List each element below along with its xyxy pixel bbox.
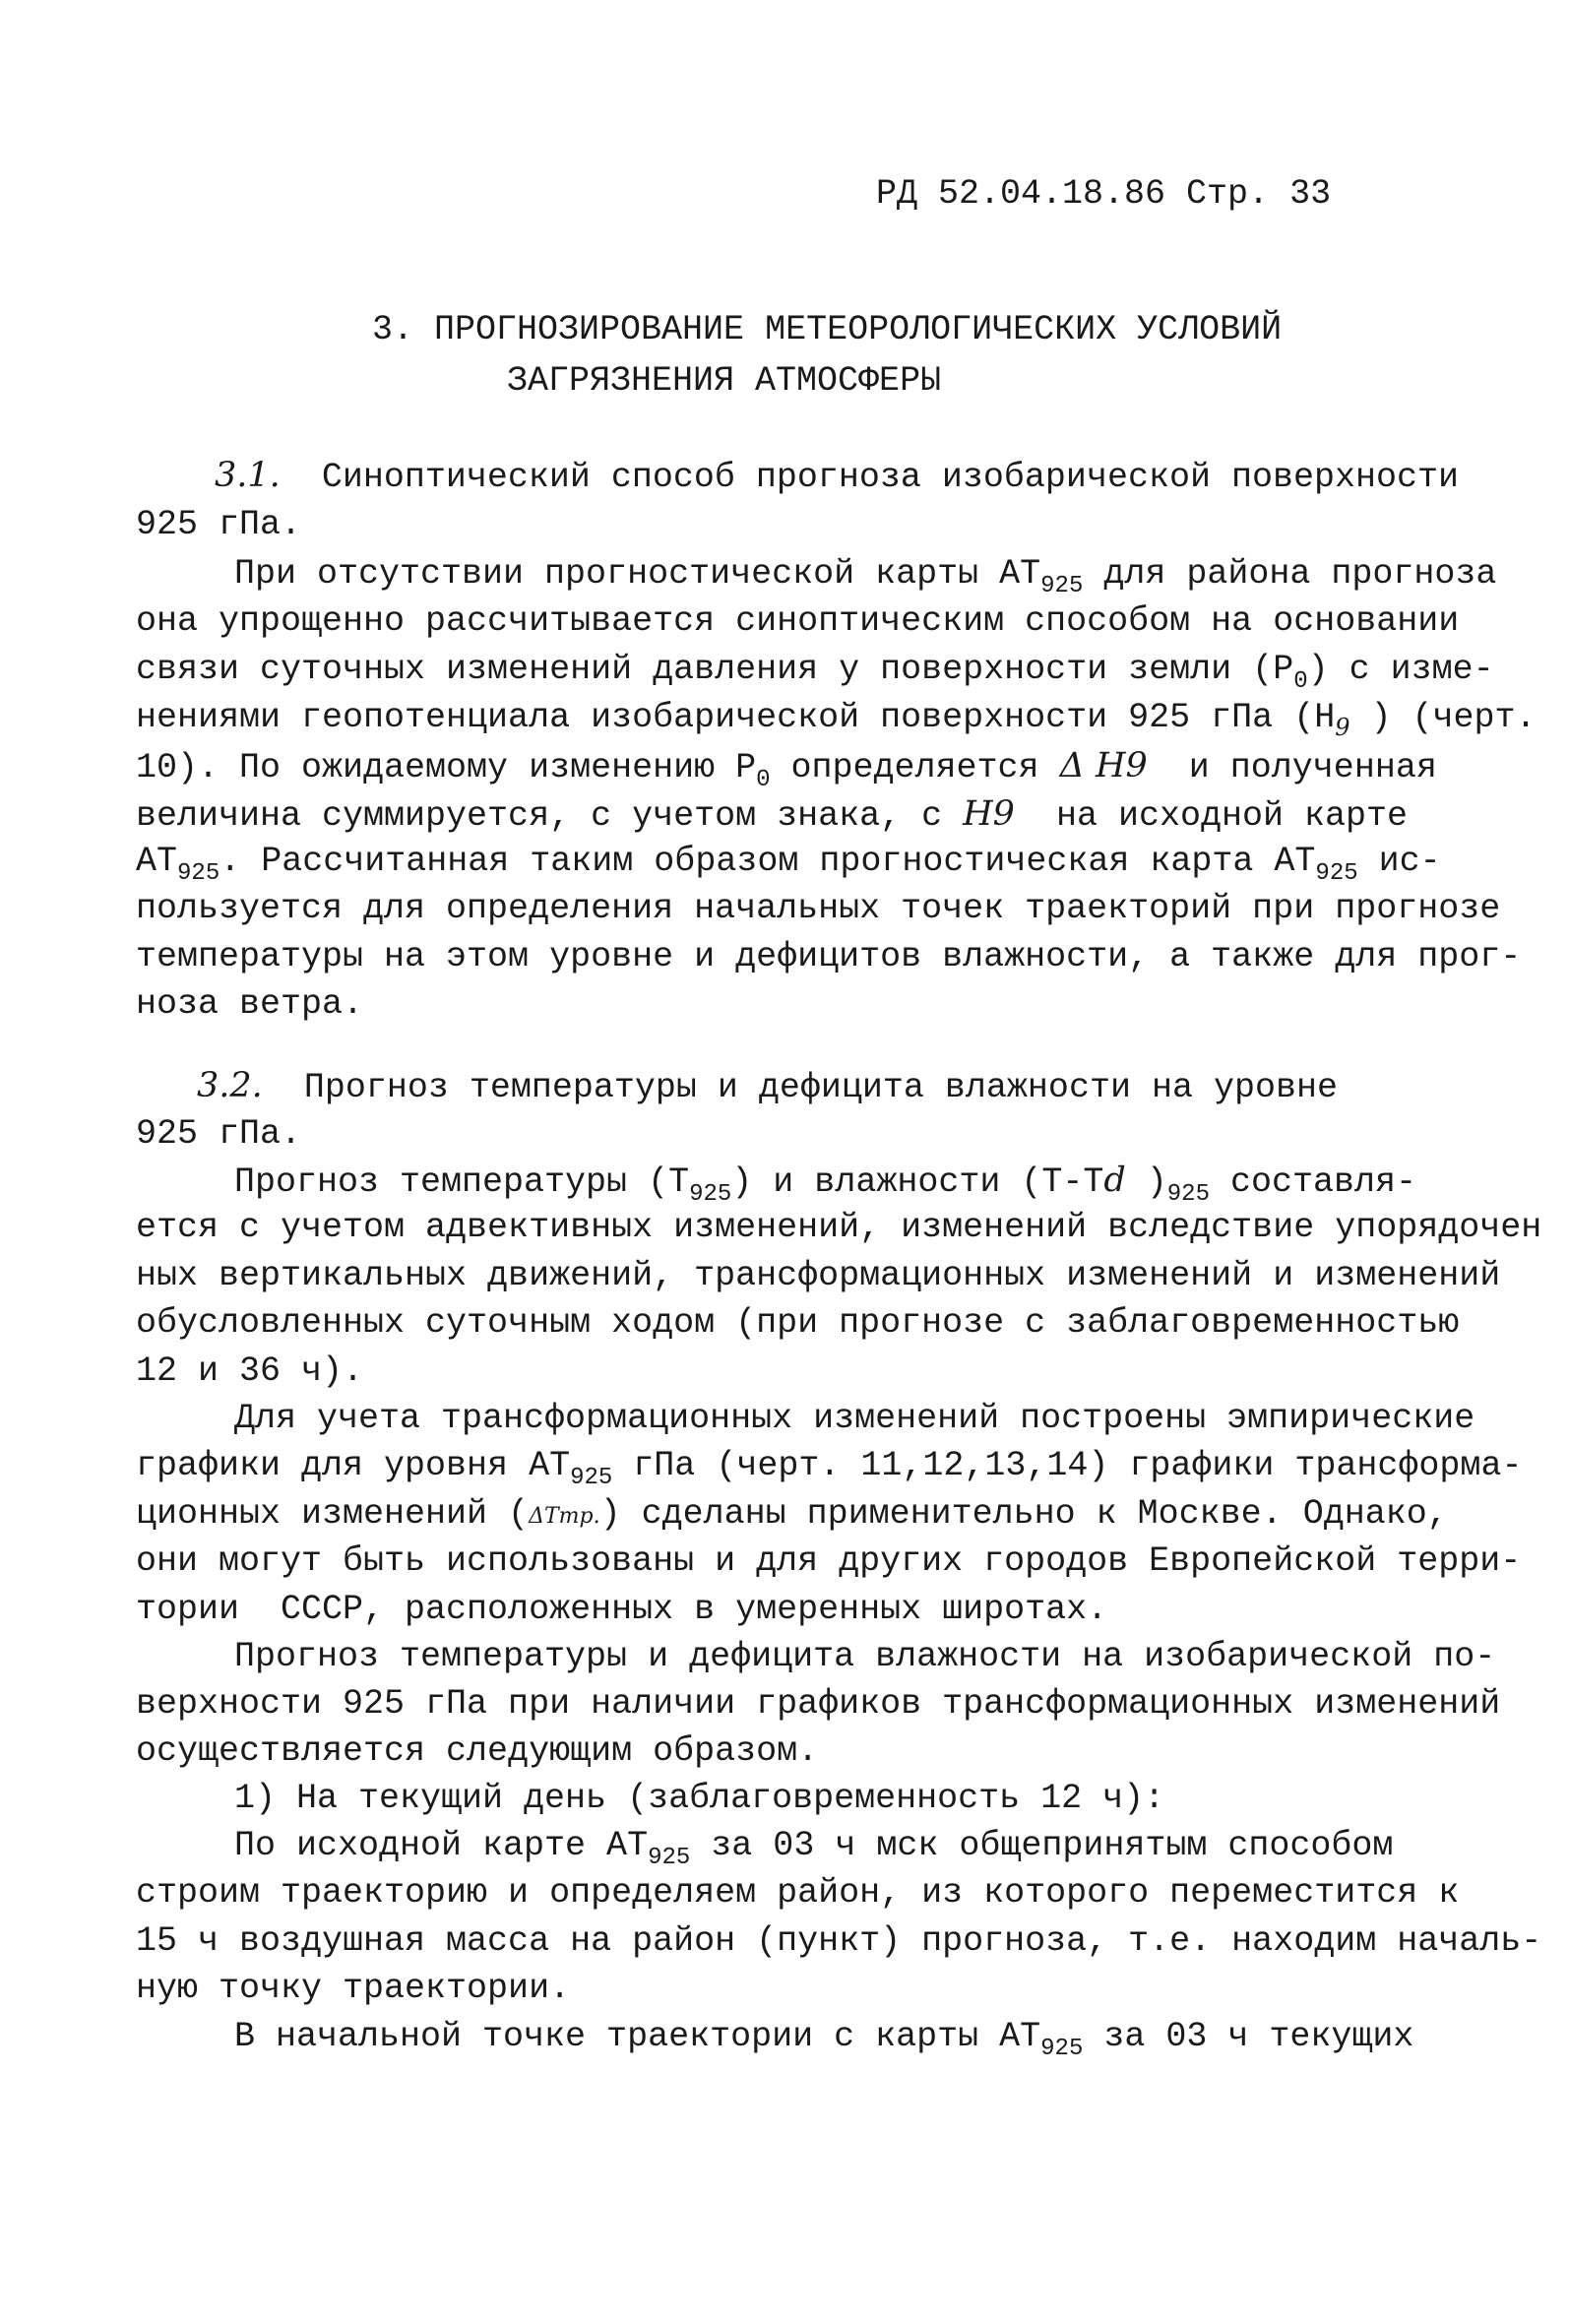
paragraph-line: ционных изменений (ΔТтр.) сделаны применительно к Москве. Однако, (136, 1494, 1448, 1534)
section-number: 3.2. (197, 1066, 263, 1105)
heading-text: Прогноз температуры и дефицита влажности на уровне (303, 1068, 1338, 1107)
paragraph-line: При отсутствии прогностической карты $АТ_{925}$ для района прогноза (234, 554, 1497, 599)
paragraph-line: связи суточных изменений давления у поверхности земли $(Р_0)$ с изме- (136, 650, 1494, 695)
paragraph-line: $АТ_{925}$. Рассчитанная таким образом прогностическая карта $АТ_{925}$ ис- (136, 842, 1441, 887)
paragraph-line: 12 и 36 ч). (136, 1351, 364, 1391)
paragraph-line: В начальной точке траектории с карты $АТ_{925}$ за 03 ч текущих (234, 2017, 1414, 2062)
paragraph-line: ных вертикальных движений, трансформационных изменений и изменений (136, 1256, 1501, 1295)
paragraph-line: ется с учетом адвективных изменений, изменений вследствие упорядочен (136, 1208, 1542, 1247)
paragraph-line: 15 ч воздушная масса на район (пункт) прогноза, т.е. находим началь- (136, 1921, 1542, 1961)
paragraph-line: величина суммируется, с учетом знака, с Н9 на исходной карте (136, 794, 1409, 836)
running-head: РД 52.04.18.86 Стр. 33 (876, 174, 1332, 214)
paragraph-line: Прогноз температуры и дефицита влажности на изобарической по- (234, 1637, 1496, 1676)
section-title-line2: ЗАГРЯЗНЕНИЯ АТМОСФЕРЫ (507, 361, 942, 401)
paragraph-line: Прогноз температуры $(Т_{925})$ и влажности (Т-Тd )$_{925}$ составля- (234, 1161, 1417, 1208)
paragraph-line: строим траекторию и определяем район, из которого переместится к (136, 1873, 1460, 1913)
paragraph-line: осуществляется следующим образом. (136, 1731, 819, 1771)
paragraph-line: верхности 925 гПа при наличии графиков трансформационных изменений (136, 1684, 1501, 1724)
paragraph-line: она упрощенно рассчитывается синоптическим способом на основании (136, 601, 1460, 641)
paragraph-line: ную точку траектории. (136, 1969, 571, 2008)
section-3-1-heading-cont: 925 гПа. (136, 505, 302, 544)
paragraph-line: графики для уровня $АТ_{925}$ гПа (черт. 11,12,13,14) графики трансформа- (136, 1446, 1523, 1491)
paragraph-line: температуры на этом уровне и дефицитов влажности, а также для прог- (136, 937, 1522, 976)
section-title-line1: 3. ПРОГНОЗИРОВАНИЕ МЕТЕОРОЛОГИЧЕСКИХ УСЛОВИЙ (372, 310, 1283, 349)
paragraph-line: тории СССР, расположенных в умеренных широтах. (136, 1590, 1108, 1629)
paragraph-line: Для учета трансформационных изменений построены эмпирические (234, 1399, 1475, 1438)
paragraph-line: По исходной карте $АТ_{925}$ за 03 ч мск общепринятым способом (234, 1826, 1394, 1871)
section-3-1-heading (215, 456, 1460, 497)
list-item: 1) На текущий день (заблаговременность 12 ч): (234, 1779, 1165, 1818)
paragraph-line: 10). По ожидаемому изменению $Р_0$ определяется Δ Н9 и полученная (136, 746, 1437, 793)
paragraph-line: пользуется для определения начальных точек траекторий при прогнозе (136, 889, 1501, 928)
paragraph-line: нениями геопотенциала изобарической поверхности 925 гПа ($Н_9$ ) (черт. (136, 698, 1537, 741)
section-3-2-heading (197, 1066, 1338, 1107)
section-number: 3.1. (215, 456, 281, 495)
paragraph-line: обусловленных суточным ходом (при прогнозе с заблаговременностью (136, 1303, 1460, 1343)
paragraph-line: они могут быть использованы и для других городов Европейской терри- (136, 1541, 1522, 1581)
heading-text: Синоптический способ прогноза изобарической поверхности (321, 458, 1460, 497)
paragraph-line: ноза ветра. (136, 984, 364, 1024)
section-3-2-heading-cont: 925 гПа. (136, 1114, 302, 1154)
